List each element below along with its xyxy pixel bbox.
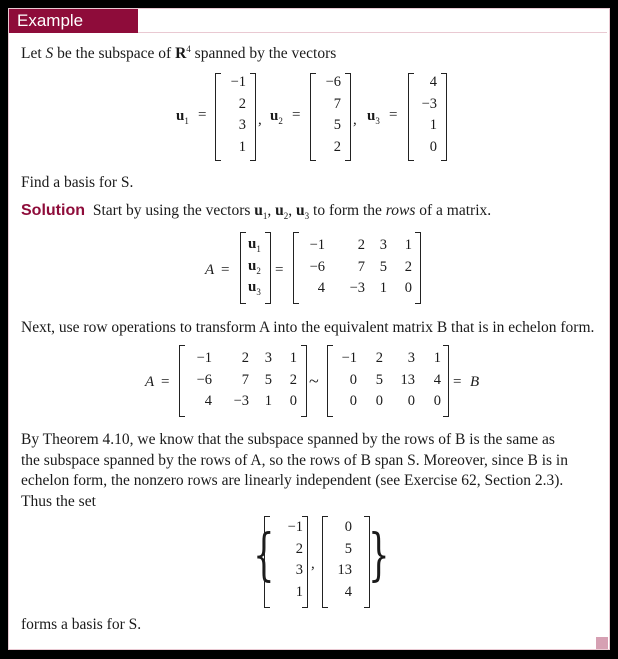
basis-vector-1-entry: −1: [287, 519, 303, 535]
vector-u2-equals: =: [292, 107, 301, 123]
vector-u1-entry: −1: [230, 74, 246, 90]
matrix-a-cell: 1: [379, 280, 387, 296]
right-brace: }: [368, 523, 390, 588]
reduction-matrix-a-cell: 1: [264, 393, 272, 409]
vector-u1-equals: =: [198, 107, 207, 123]
matrix-b-cell: 0: [349, 371, 357, 388]
basis-comma: ,: [311, 556, 315, 572]
row-label-u3-sub: 3: [256, 287, 261, 297]
vector-u3-entry: 4: [429, 74, 437, 90]
paragraph-line: echelon form, the nonzero rows are linearly independent (see Exercise 62, Section 2.3).: [21, 472, 564, 489]
matrix-b-cell: −1: [341, 350, 357, 366]
vector-u1-right-bracket: [250, 73, 256, 161]
matrix-b-cell: 5: [375, 371, 383, 388]
vector-u3-label-sub: 3: [375, 116, 380, 126]
reduction-matrix-a-cell: 3: [264, 350, 272, 366]
vector-u1-entry: 3: [238, 117, 246, 133]
matrix-b-cell: 2: [375, 350, 383, 366]
basis-vector-1-entry: 1: [295, 583, 303, 600]
intro-text-c: spanned by the vectors: [190, 45, 337, 63]
reduction-matrix-a-cell: 1: [289, 350, 297, 366]
matrix-a-cell: −6: [309, 258, 325, 275]
matrix-a-cell: 5: [379, 258, 387, 275]
matrix-b-cell: 3: [407, 350, 415, 366]
matrix-a-cell: 1: [404, 237, 412, 253]
reduction-matrix-a-cell: 0: [289, 393, 297, 409]
vector-u1-label: [176, 108, 189, 126]
solution-text-a: Start by using the vectors: [92, 202, 255, 219]
vector-u2-label-letter: u: [270, 108, 279, 124]
matrix-a-equals: =: [221, 262, 230, 278]
example-header: Example: [9, 9, 138, 33]
vector-u3-label-letter: u: [367, 108, 376, 124]
reduction-matrix-a-cell: −3: [233, 393, 249, 409]
basis-vector-2-entry: 0: [344, 519, 352, 535]
matrix-b-equals: =: [453, 374, 462, 390]
matrix-b-label: B: [470, 374, 480, 390]
matrix-a-cell: −1: [309, 237, 325, 253]
vector-u1-entry: 1: [238, 138, 246, 155]
reduction-matrix-a-cell: 2: [241, 350, 249, 366]
reduction-matrix-a-cell: 7: [241, 371, 249, 388]
reduction-matrix-a-right-bracket: [301, 345, 307, 417]
matrix-b-cell: 4: [433, 371, 441, 388]
reduction-matrix-a-cell: 5: [264, 371, 272, 388]
vector-u3-label: [367, 108, 380, 126]
intro-text-a: Let: [21, 45, 46, 63]
matrix-a-cell: 4: [317, 280, 325, 296]
intro-r: R: [175, 45, 187, 63]
vector-u2-entry: 7: [333, 95, 341, 112]
vector-u2-label: [270, 108, 283, 126]
basis-vector-2-entry: 13: [337, 562, 352, 578]
vector-u2-entry: 2: [333, 138, 341, 155]
matrix-a-right-bracket: [415, 232, 421, 304]
solution-text-b: to form the: [309, 202, 386, 219]
reduction-matrix-a-cell: −1: [196, 350, 212, 366]
next-line: Next, use row operations to transform A into the equivalent matrix B that is in echelon form.: [21, 319, 595, 336]
vector-comma: ,: [353, 112, 357, 128]
vector-u2-entry: −6: [325, 74, 341, 90]
row-label-u1-letter: u: [248, 236, 257, 252]
reduction-matrix-a-cell: 4: [204, 393, 212, 409]
vector-u2-entry: 5: [333, 117, 341, 133]
matrix-a-equals-2: =: [275, 262, 284, 278]
matrix-b-cell: 13: [400, 371, 415, 388]
vector-u1-entry: 2: [238, 95, 246, 112]
matrix-a-cell: 7: [357, 258, 365, 275]
row-label-u1-sub: 1: [256, 244, 261, 254]
paragraph-line: Thus the set: [21, 492, 96, 510]
vector-u1-label-letter: u: [176, 108, 185, 124]
row-label-u2-letter: u: [248, 257, 257, 274]
basis-vector-2-entry: 5: [344, 540, 352, 557]
row-label-u1: [248, 236, 261, 254]
row-equivalence-tilde: ~: [309, 371, 319, 391]
reduction-a-label: A: [145, 374, 155, 390]
matrix-b-cell: 0: [375, 393, 383, 409]
vector-u2-right-bracket: [345, 73, 351, 161]
vector-u1-label-sub: 1: [184, 116, 189, 126]
row-label-matrix-left-bracket: [240, 232, 246, 304]
solution-text-c: of a matrix.: [415, 202, 492, 219]
matrix-a-label: A: [205, 262, 215, 278]
row-label-u3-letter: u: [248, 279, 257, 295]
row-label-u2-sub: 2: [256, 265, 261, 276]
basis-vector-2-entry: 4: [344, 583, 352, 600]
vector-comma: ,: [258, 112, 262, 128]
solution-line: Solution Start by using the vectors $u_1$, $u_2$, $u_3$ to form the rows of a matrix.: [21, 202, 492, 222]
matrix-b-cell: 0: [433, 393, 441, 409]
vector-u2-label-sub: 2: [278, 116, 283, 126]
left-brace: {: [253, 523, 275, 588]
vector-u3-right-bracket: [441, 73, 447, 161]
matrix-b-cell: 1: [433, 350, 441, 366]
vector-u3-equals: =: [389, 107, 398, 123]
row-label-matrix-right-bracket: [265, 232, 271, 304]
row-label-u2: [248, 258, 261, 276]
basis-vector-1-left-bracket: [264, 516, 270, 608]
row-label-u3: [248, 279, 261, 297]
matrix-a-cell: 2: [357, 237, 365, 253]
reduction-matrix-a-cell: −6: [196, 371, 212, 388]
basis-vector-1-entry: 2: [295, 540, 303, 557]
matrix-a-cell: 0: [404, 280, 412, 296]
intro-exp: 4: [186, 44, 191, 54]
matrix-a-cell: −3: [349, 280, 365, 296]
solution-rows-word: rows: [385, 202, 416, 219]
basis-vector-1-entry: 3: [295, 562, 303, 578]
paragraph-line: the subspace spanned by the rows of A, so the rows of B span S. Moreover, since B is in: [21, 451, 568, 469]
solution-label: Solution: [21, 202, 85, 219]
intro-line: [21, 39, 336, 64]
matrix-b-cell: 0: [407, 393, 415, 409]
vector-u3-entry: 0: [429, 138, 437, 155]
intro-s: S: [45, 45, 54, 63]
paragraph-line: By Theorem 4.10, we know that the subspace spanned by the rows of B is the same as: [21, 431, 555, 448]
matrix-a-cell: 2: [404, 258, 412, 275]
find-line: Find a basis for S.: [21, 174, 134, 191]
vector-u3-entry: −3: [421, 95, 437, 112]
intro-text-b: be the subspace of: [53, 45, 176, 63]
header-divider: [138, 32, 607, 33]
matrix-b-cell: 0: [349, 393, 357, 409]
corner-mark: [596, 637, 608, 649]
final-line: forms a basis for S.: [21, 616, 142, 633]
matrix-a-cell: 3: [379, 237, 387, 253]
matrix-b-right-bracket: [443, 345, 449, 417]
reduction-matrix-a-cell: 2: [289, 371, 297, 388]
vector-u3-entry: 1: [429, 117, 437, 133]
reduction-a-equals: =: [161, 374, 170, 390]
